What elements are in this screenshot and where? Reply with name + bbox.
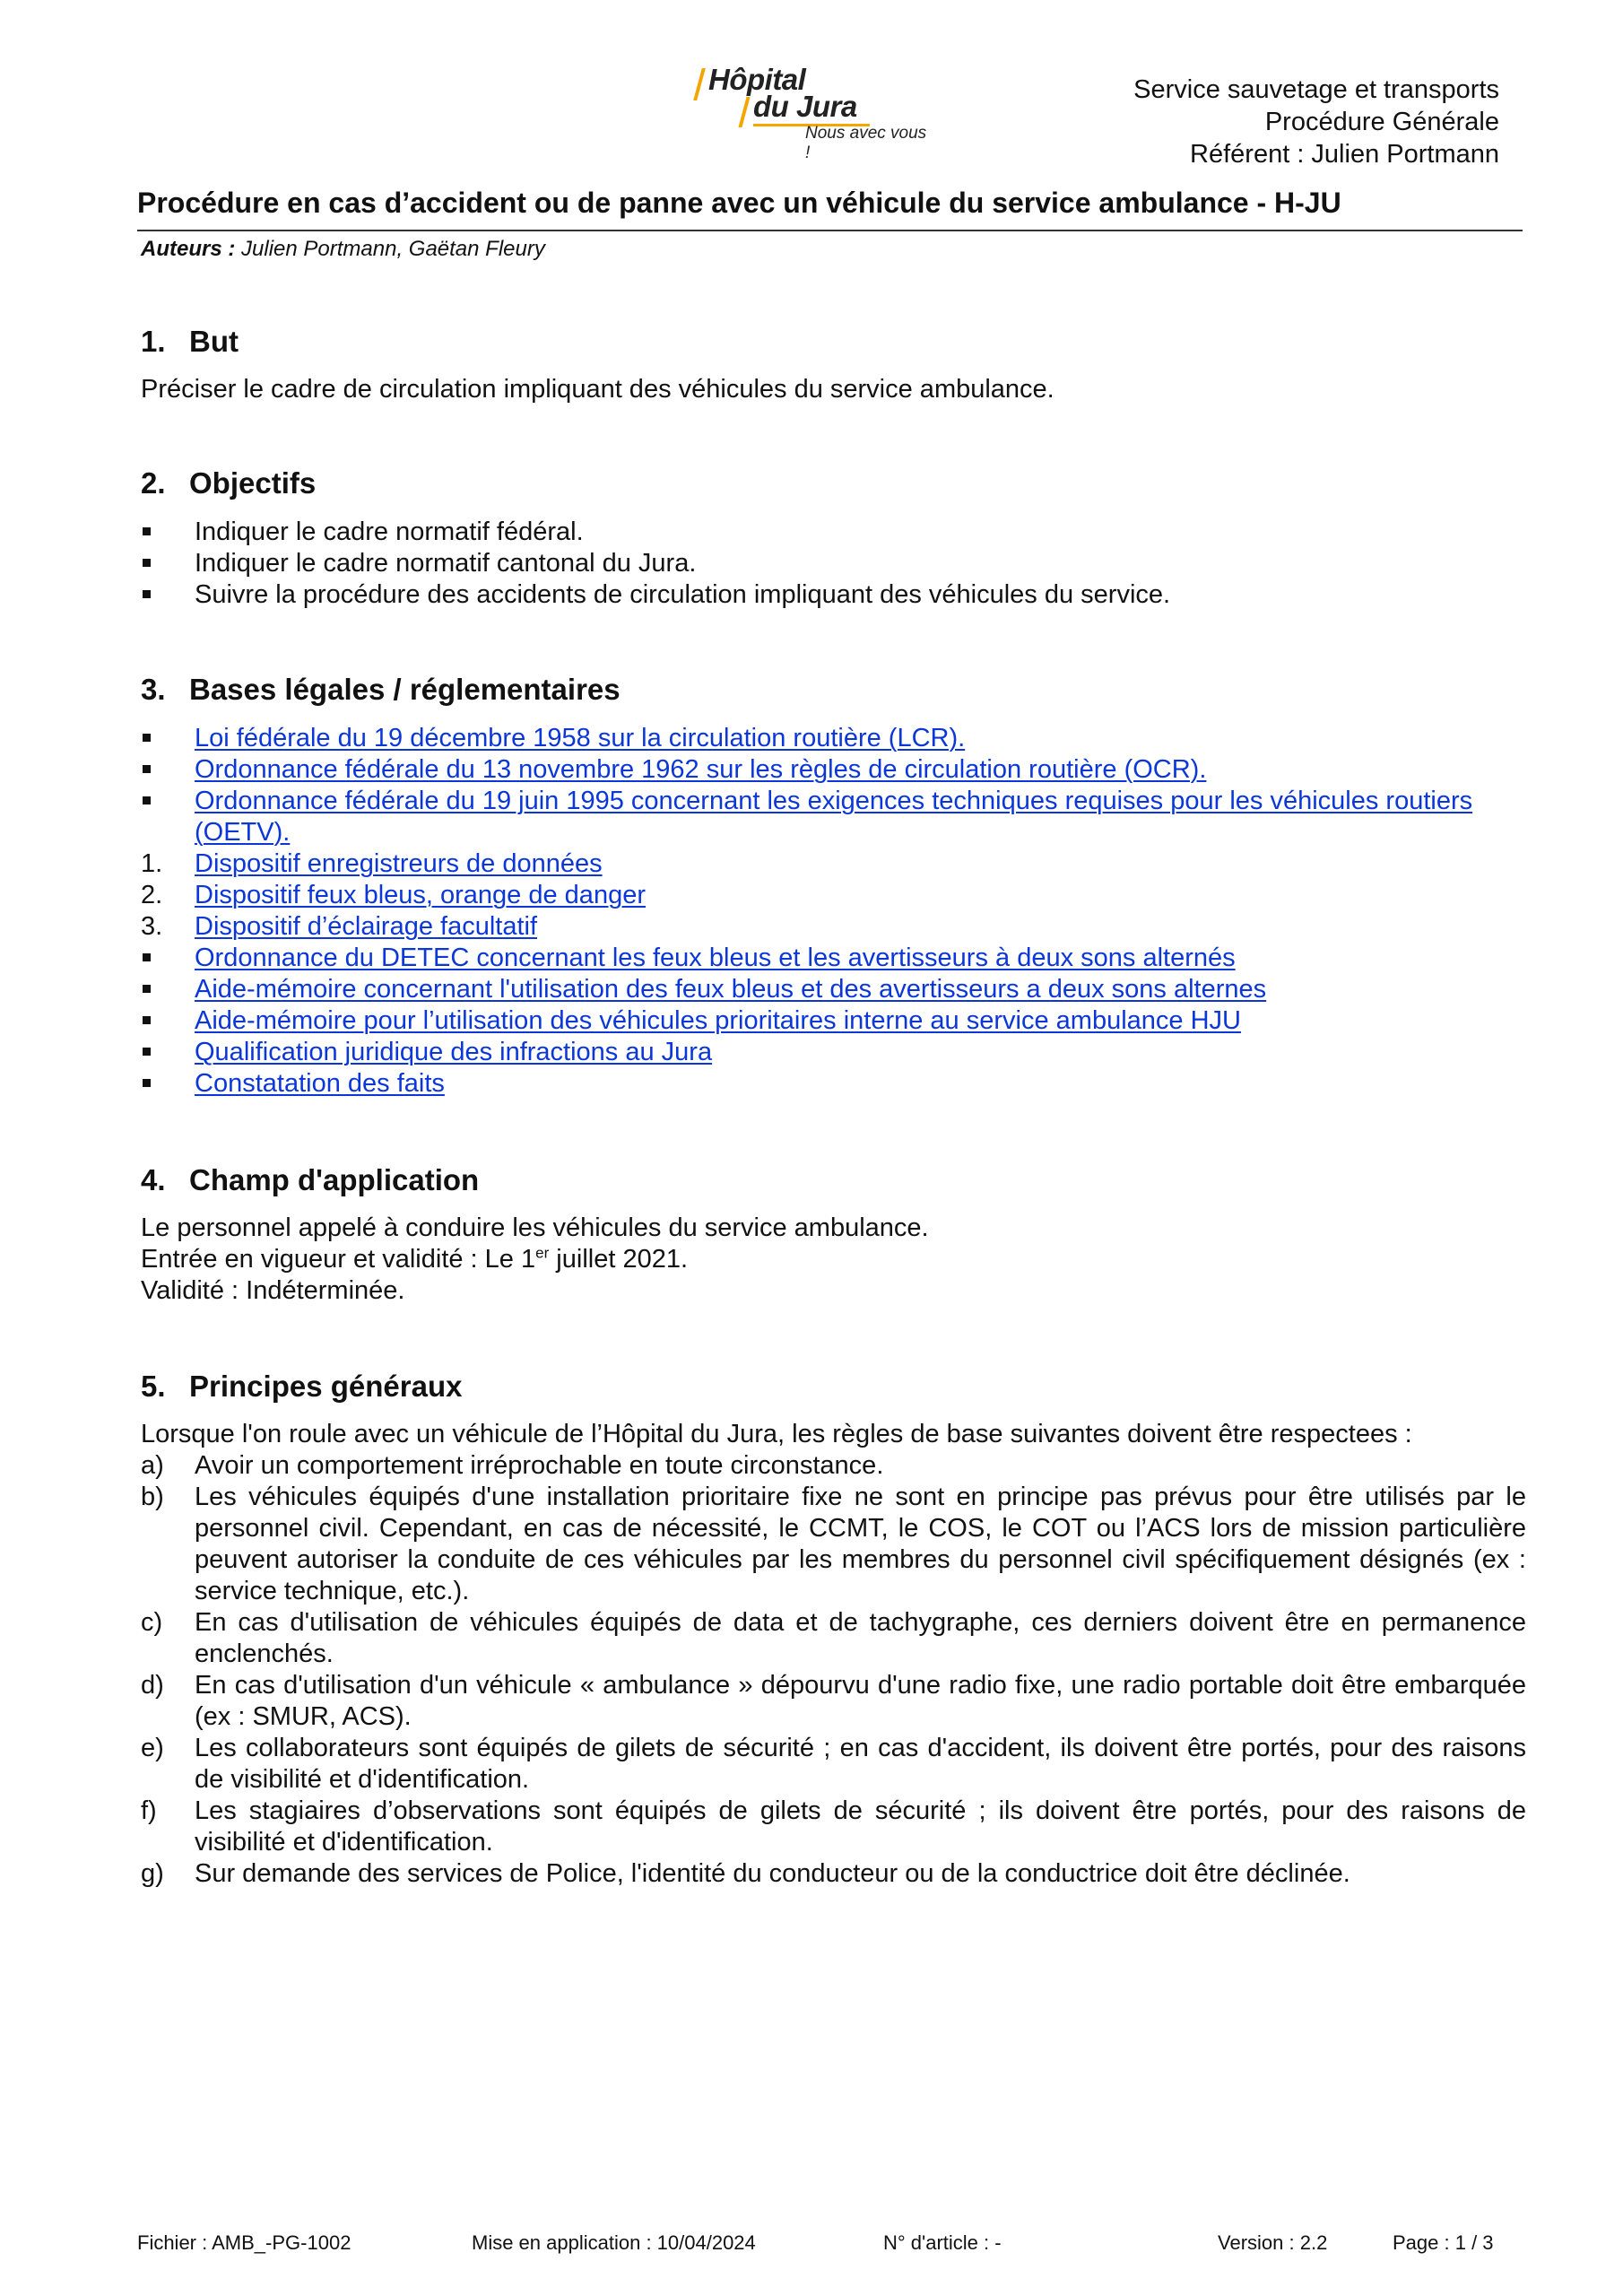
title-divider — [137, 230, 1523, 231]
document-header-info — [1133, 74, 1499, 170]
section-heading-but: 1. But — [141, 325, 239, 358]
link-qualification-juridique[interactable]: Qualification juridique des infractions au Jura — [195, 1038, 713, 1066]
link-eclairage[interactable]: Dispositif d’éclairage facultatif — [195, 912, 538, 941]
section-heading-bases-legales: 3. Bases légales / réglementaires — [141, 673, 621, 706]
bullet-square-icon — [143, 590, 151, 598]
link-oetv[interactable]: Ordonnance fédérale du 19 juin 1995 concernant les exigences techniques requises pour les véhicules routiers (OETV). — [195, 787, 1473, 847]
section-heading-objectifs: 2. Objectifs — [141, 466, 317, 500]
champ-application-text: Le personnel appelé à conduire les véhicules du service ambulance. Entrée en vigueur et validité : Le 1er juillet 2021. Validité : Indéterminée. — [141, 1213, 929, 1305]
list-item: e) Les collaborateurs sont équipés de gilets de sécurité ; en cas d'accident, ils doivent être portés, pour des raisons de visibilité et d'identification. — [141, 1734, 1526, 1794]
bullet-square-icon — [143, 765, 151, 773]
authors-line — [141, 237, 545, 262]
footer-page-number: Page : 1 / 3 — [1393, 2231, 1494, 2254]
section-but-text: Préciser le cadre de circulation impliquant des véhicules du service ambulance. — [141, 375, 1055, 404]
list-item: 1. Dispositif enregistreurs de données — [141, 849, 603, 878]
bullet-square-icon — [143, 1048, 151, 1056]
list-item: 3. Dispositif d’éclairage facultatif — [141, 912, 538, 941]
list-item — [141, 1005, 1526, 1037]
link-ocr[interactable]: Ordonnance fédérale du 13 novembre 1962 sur les règles de circulation routière (OCR). — [195, 755, 1207, 784]
hospital-logo: Hôpital du Jura Nous avec vous ! — [698, 63, 931, 152]
bullet-square-icon — [143, 985, 151, 993]
list-item — [141, 754, 1526, 786]
section-heading-champ-application: 4. Champ d'application — [141, 1163, 480, 1196]
list-item: b) Les véhicules équipés d'une installation prioritaire fixe ne sont en principe pas prévus pour être utilisés par le personnel civil. Cependant, en cas de nécessité, le CCMT, le COS, le COT ou l’ACS lors de mission particulière peuvent autoriser la conduite de ces véhicules par les membres du personnel civil spécifiquement désignés (ex : service technique, etc.). — [141, 1483, 1526, 1605]
list-item: Indiquer le cadre normatif cantonal du Jura. — [141, 548, 1526, 579]
list-item — [141, 723, 1526, 754]
header-type: Procédure Générale — [1264, 108, 1499, 136]
list-item: a) Avoir un comportement irréprochable en toute circonstance. — [141, 1451, 884, 1480]
list-item: f) Les stagiaires d’observations sont équipés de gilets de sécurité ; ils doivent être portés, pour des raisons de visibilité et d'identification. — [141, 1796, 1526, 1857]
link-aide-memoire-hju[interactable]: Aide-mémoire pour l’utilisation des véhicules prioritaires interne au service ambulance HJU — [195, 1006, 1241, 1035]
list-item — [141, 1037, 1526, 1068]
list-item: Suivre la procédure des accidents de circulation impliquant des véhicules du service. — [141, 579, 1526, 611]
principes-intro: Lorsque l'on roule avec un véhicule de l’Hôpital du Jura, les règles de base suivantes doivent être respectees : — [141, 1420, 1412, 1448]
objectifs-list — [141, 517, 1526, 611]
link-feux-bleus[interactable]: Dispositif feux bleus, orange de danger — [195, 881, 646, 909]
list-item: d) En cas d'utilisation d'un véhicule « ambulance » dépourvu d'une radio fixe, une radio portable doit être embarquée (ex : SMUR, ACS). — [141, 1671, 1526, 1731]
bullet-square-icon — [143, 1079, 151, 1087]
authors-label: Auteurs : — [141, 237, 236, 261]
list-item: c) En cas d'utilisation de véhicules équipés de data et de tachygraphe, ces derniers doivent être en permanence enclenchés. — [141, 1608, 1526, 1668]
authors-names: Julien Portmann, Gaëtan Fleury — [241, 237, 545, 261]
list-item — [141, 943, 1526, 974]
bullet-square-icon — [143, 953, 151, 961]
footer-article: N° d'article : - — [883, 2231, 1002, 2254]
list-item: g) Sur demande des services de Police, l'identité du conducteur ou de la conductrice doit être déclinée. — [141, 1859, 1350, 1888]
list-item — [141, 974, 1526, 1005]
bullet-square-icon — [143, 796, 151, 804]
bullet-square-icon — [143, 734, 151, 742]
principes-list — [141, 1450, 1526, 1890]
list-item: 2. Dispositif feux bleus, orange de danger — [141, 881, 646, 909]
header-service: Service sauvetage et transports — [1133, 75, 1499, 104]
link-aide-memoire-feux[interactable]: Aide-mémoire concernant l'utilisation des feux bleus et des avertisseurs a deux sons alternes — [195, 975, 1267, 1004]
link-constatation-faits[interactable]: Constatation des faits — [195, 1069, 445, 1098]
link-enregistreurs[interactable]: Dispositif enregistreurs de données — [195, 849, 603, 878]
bases-legales-list — [141, 723, 1526, 1100]
bullet-square-icon — [143, 559, 151, 567]
document-title: Procédure en cas d’accident ou de panne avec un véhicule du service ambulance - H-JU — [137, 187, 1341, 219]
list-item: Indiquer le cadre normatif fédéral. — [141, 517, 1526, 548]
footer-file: Fichier : AMB_-PG-1002 — [137, 2231, 352, 2254]
footer-applied-date: Mise en application : 10/04/2024 — [472, 2231, 756, 2254]
link-ordonnance-detec[interactable]: Ordonnance du DETEC concernant les feux bleus et les avertisseurs à deux sons alternés — [195, 944, 1236, 972]
section-heading-principes-generaux: 5. Principes généraux — [141, 1370, 463, 1403]
bullet-square-icon — [143, 1016, 151, 1024]
footer-version: Version : 2.2 — [1218, 2231, 1328, 2254]
header-referent: Référent : Julien Portmann — [1190, 140, 1499, 169]
list-item — [141, 1068, 1526, 1100]
list-item — [141, 786, 1526, 848]
bullet-square-icon — [143, 527, 151, 535]
link-lcr[interactable]: Loi fédérale du 19 décembre 1958 sur la circulation routière (LCR). — [195, 724, 966, 752]
